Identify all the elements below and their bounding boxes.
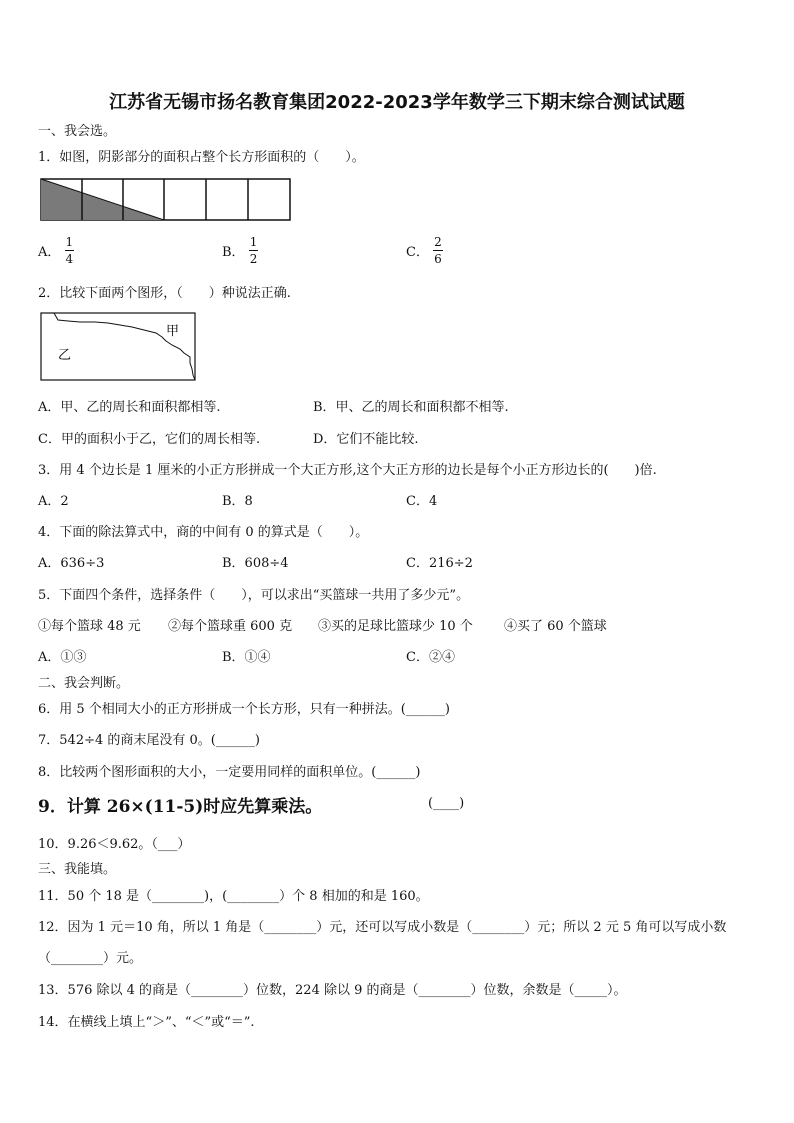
question-2: 2．比较下面两个图形，（ ）种说法正确. <box>38 286 291 301</box>
q1-option-c-fraction: $\frac{2}{6}$ <box>434 235 442 266</box>
q5-option-b[interactable]: B．①④ <box>222 650 271 665</box>
q3-option-c[interactable]: C．4 <box>406 494 438 509</box>
question-7[interactable]: 7．542÷4 的商末尾没有 0。(______) <box>38 733 260 748</box>
q3-option-b[interactable]: B．8 <box>222 494 253 509</box>
q3-option-a[interactable]: A．2 <box>38 494 69 509</box>
q1-option-c-label: C． <box>406 245 429 260</box>
question-14: 14．在横线上填上“＞”、“＜”或“＝”. <box>38 1015 255 1030</box>
figure-label-yi: 乙 <box>58 348 72 363</box>
q1-rectangle-figure <box>40 177 292 223</box>
question-10[interactable]: 10．9.26＜9.62。（___） <box>38 837 191 852</box>
section-heading-choice: 一、我会选。 <box>38 124 117 139</box>
q4-option-c[interactable]: C．216÷2 <box>406 556 473 571</box>
question-6[interactable]: 6．用 5 个相同大小的正方形拼成一个长方形，只有一种拼法。(______) <box>38 702 450 717</box>
question-12-line-2[interactable]: （________）元。 <box>38 951 143 966</box>
q5-option-c[interactable]: C．②④ <box>406 650 455 665</box>
q1-option-b-label: B． <box>222 245 245 260</box>
question-1: 1．如图，阴影部分的面积占整个长方形面积的（ ）。 <box>38 150 365 165</box>
q1-option-a[interactable] <box>38 234 74 267</box>
q1-option-b[interactable] <box>222 234 258 267</box>
q1-option-a-fraction: $\frac{1}{4}$ <box>65 235 74 266</box>
q1-option-c[interactable] <box>406 234 443 267</box>
q2-option-d[interactable]: D．它们不能比较. <box>313 432 419 447</box>
question-12-line-1[interactable]: 12．因为 1 元＝10 角，所以 1 角是（________）元，还可以写成小数是（________）元；所以 2 元 5 角可以写成小数 <box>38 920 727 935</box>
q1-option-a-label: A． <box>38 245 61 260</box>
q5-condition-1: ①每个篮球 48 元 <box>38 619 141 634</box>
question-11[interactable]: 11．50 个 18 是（________)，(________）个 8 相加的和是 160。 <box>38 889 429 904</box>
q2-option-b[interactable]: B．甲、乙的周长和面积都不相等. <box>313 400 509 415</box>
q5-condition-3: ③买的足球比篮球少 10 个 <box>318 619 473 634</box>
q2-shapes-figure <box>40 311 198 383</box>
section-heading-judge: 二、我会判断。 <box>38 676 130 691</box>
question-4: 4．下面的除法算式中，商的中间有 0 的算式是（ ）。 <box>38 525 369 540</box>
q1-option-b-fraction: $\frac{1}{2}$ <box>249 235 258 266</box>
question-13[interactable]: 13．576 除以 4 的商是（________）位数，224 除以 9 的商是（________）位数，余数是（_____）。 <box>38 983 627 998</box>
q4-option-b[interactable]: B．608÷4 <box>222 556 289 571</box>
q4-option-a[interactable]: A．636÷3 <box>38 556 105 571</box>
page-title: 江苏省无锡市扬名教育集团2022-2023学年数学三下期末综合测试试题 <box>109 92 685 113</box>
q2-option-c[interactable]: C．甲的面积小于乙，它们的周长相等. <box>38 432 261 447</box>
q9-answer-blank[interactable]: (____) <box>428 796 465 811</box>
q5-option-a[interactable]: A．①③ <box>38 650 87 665</box>
q5-condition-2: ②每个篮球重 600 克 <box>168 619 293 634</box>
section-heading-fill: 三、我能填。 <box>38 862 117 877</box>
question-8[interactable]: 8．比较两个图形面积的大小，一定要用同样的面积单位。(______) <box>38 765 421 780</box>
figure-label-jia: 甲 <box>166 324 180 339</box>
question-5: 5．下面四个条件，选择条件（ ），可以求出“买篮球一共用了多少元”。 <box>38 588 470 603</box>
q5-condition-4: ④买了 60 个篮球 <box>504 619 607 634</box>
question-9: 9．计算 26×(11-5)时应先算乘法。 <box>38 797 323 817</box>
q2-option-a[interactable]: A．甲、乙的周长和面积都相等. <box>38 400 221 415</box>
question-3: 3．用 4 个边长是 1 厘米的小正方形拼成一个大正方形,这个大正方形的边长是每个小正方形边长的( )倍. <box>38 463 657 478</box>
